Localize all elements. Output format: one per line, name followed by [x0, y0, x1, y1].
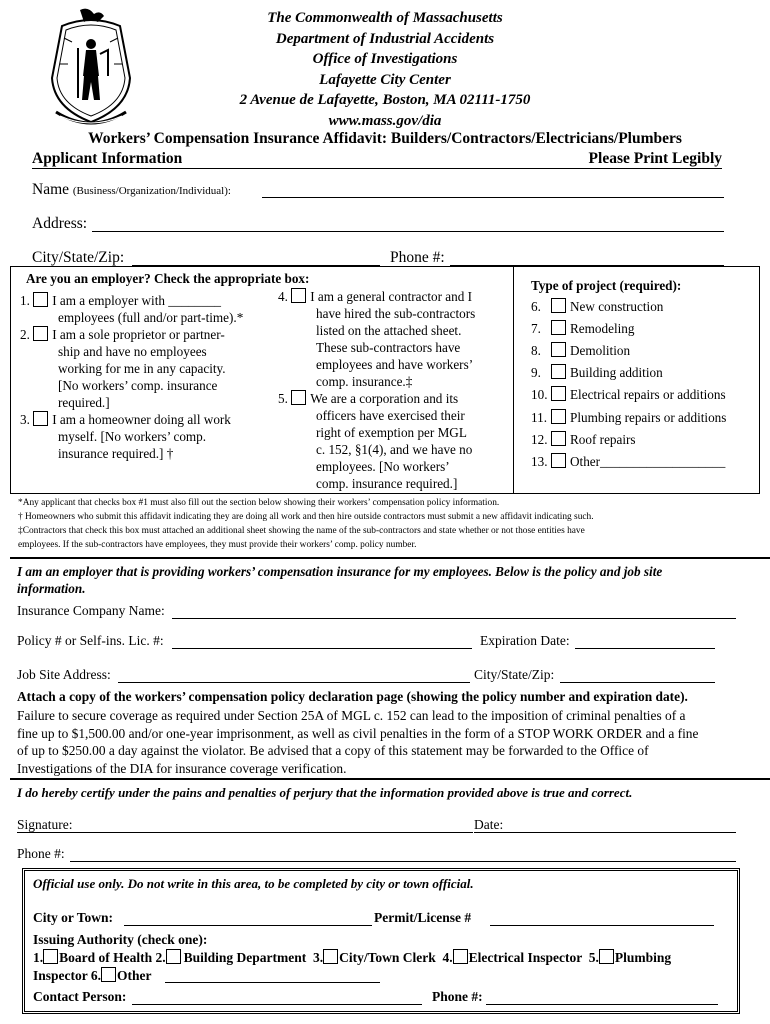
- option-5-line3: right of exemption per MGL: [316, 425, 467, 440]
- expiration-date-input[interactable]: [575, 634, 715, 649]
- project-item-12: 12. Roof repairs: [531, 432, 636, 447]
- jobsite-city-input[interactable]: [560, 668, 715, 683]
- jobsite-city-label: City/State/Zip:: [474, 667, 555, 682]
- policy-number-input[interactable]: [172, 634, 472, 649]
- board-of-health-checkbox[interactable]: [43, 949, 58, 964]
- date-input[interactable]: [474, 818, 736, 833]
- header-line5: 2 Avenue de Lafayette, Boston, MA 02111-1750: [239, 92, 531, 108]
- option-4-line2: have hired the sub-contractors: [316, 306, 476, 321]
- project-7-checkbox[interactable]: [551, 320, 566, 335]
- footnote-2: † Homeowners who submit this affidavit indicating they are doing all work and then hire outside contractors must submit a new affidavit indicating such.: [18, 512, 594, 522]
- option-2-checkbox[interactable]: [33, 326, 48, 341]
- employer-option-3: [20, 411, 231, 428]
- applicant-section-title: Applicant Information: [32, 150, 183, 167]
- official-city-label: City or Town:: [33, 910, 114, 925]
- option-3-number: 3.: [20, 412, 30, 427]
- insurance-heading: [17, 563, 662, 597]
- building-department-checkbox[interactable]: [166, 949, 181, 964]
- employer-option-5: [278, 390, 458, 407]
- cert-phone-input[interactable]: [70, 847, 736, 862]
- other-authority-checkbox[interactable]: [101, 967, 116, 982]
- option-4-line1: I am a general contractor and I: [310, 289, 473, 304]
- option-1-line2: employees (full and/or part-time).*: [58, 310, 244, 325]
- jobsite-address-input[interactable]: [118, 668, 470, 683]
- city-town-clerk-checkbox[interactable]: [323, 949, 338, 964]
- header-line6: www.mass.gov/dia: [328, 112, 442, 129]
- option-5-line2: officers have exercised their: [316, 408, 465, 423]
- policy-label: Policy # or Self-ins. Lic. #:: [17, 633, 164, 648]
- project-item-8: 8. Demolition: [531, 343, 631, 358]
- contact-person-label: Contact Person:: [33, 989, 127, 1004]
- permit-label: Permit/License #: [374, 910, 472, 925]
- electrical-inspector-checkbox[interactable]: [453, 949, 468, 964]
- section-divider-2: [10, 778, 770, 780]
- footnote-4: employees. If the sub-contractors have employees, they must provide their workers’ comp. policy number.: [18, 540, 417, 550]
- building-department-label: Building Department: [183, 950, 307, 965]
- phone-label: Phone #:: [390, 249, 445, 266]
- project-8-checkbox[interactable]: [551, 342, 566, 357]
- option-4-number: 4.: [278, 289, 288, 304]
- footnote-1: *Any applicant that checks box #1 must also fill out the section below showing their workers’ compensation policy information.: [18, 498, 500, 508]
- attach-note: Attach a copy of the workers’ compensation policy declaration page (showing the policy number and expiration date).: [17, 689, 688, 704]
- option-2-line3: working for me in any capacity.: [58, 361, 226, 376]
- project-item-9: 9. Building addition: [531, 365, 663, 380]
- other-authority-input[interactable]: [165, 968, 380, 983]
- project-13-checkbox[interactable]: [551, 453, 566, 468]
- expiration-label: Expiration Date:: [480, 633, 570, 648]
- option-4-line6: comp. insurance.‡: [316, 374, 413, 389]
- insurance-company-input[interactable]: [172, 604, 736, 619]
- permit-input[interactable]: [490, 911, 714, 926]
- issuing-authority-options: 1. Board of Health 2. Building Department 3. City/Town Clerk 4. Electrical Inspector 5. Plumbing: [33, 950, 672, 965]
- header-line3: Office of Investigations: [312, 51, 458, 67]
- contact-phone-input[interactable]: [486, 990, 718, 1005]
- name-field-label: [32, 181, 231, 199]
- project-12-checkbox[interactable]: [551, 431, 566, 446]
- option-4-line3: listed on the attached sheet.: [316, 323, 462, 338]
- option-5-line6: comp. insurance required.]: [316, 476, 458, 491]
- option-3-checkbox[interactable]: [33, 411, 48, 426]
- insurance-heading-line1: I am an employer that is providing workers’ compensation insurance for my employees. Below is the policy and job site: [17, 564, 663, 579]
- option-3-line1: I am a homeowner doing all work: [52, 412, 231, 427]
- company-label: Insurance Company Name:: [17, 603, 165, 618]
- project-item-11: 11. Plumbing repairs or additions: [531, 410, 727, 425]
- option-1-line1: I am a employer with ________: [52, 293, 222, 308]
- employer-option-1: [20, 292, 221, 309]
- contact-person-input[interactable]: [132, 990, 422, 1005]
- employer-question: Are you an employer? Check the appropriate box:: [26, 271, 310, 286]
- option-5-line5: employees. [No workers’: [316, 459, 450, 474]
- penalty-warning: [17, 707, 698, 777]
- warning-line3: of up to $250.00 a day against the violator. Be advised that a copy of this statement may be forwarded to the Office of: [17, 743, 649, 758]
- header-line2: Department of Industrial Accidents: [275, 30, 495, 47]
- option-1-number: 1.: [20, 293, 30, 308]
- other-authority-label: Other: [117, 968, 152, 983]
- option-2-line1: I am a sole proprietor or partner-: [52, 327, 225, 342]
- name-hint: (Business/Organization/Individual):: [72, 185, 231, 197]
- option-2-line4: [No workers’ comp. insurance: [58, 378, 218, 393]
- jobsite-label: Job Site Address:: [17, 667, 111, 682]
- header-line4: Lafayette City Center: [319, 71, 451, 88]
- option-4-line5: employees and have workers’: [316, 357, 474, 372]
- city-state-zip-label: City/State/Zip:: [32, 249, 125, 266]
- option-2-number: 2.: [20, 327, 30, 342]
- option-5-number: 5.: [278, 391, 288, 406]
- signature-input[interactable]: [17, 818, 473, 833]
- signature-label: Signature:: [17, 817, 73, 832]
- name-input[interactable]: [262, 183, 724, 198]
- project-item-10: 10. Electrical repairs or additions: [531, 387, 726, 402]
- project-10-checkbox[interactable]: [551, 386, 566, 401]
- name-label: Name: [32, 181, 70, 198]
- warning-line4: Investigations of the DIA for insurance coverage verification.: [17, 760, 347, 776]
- option-4-checkbox[interactable]: [291, 288, 306, 303]
- insurance-heading-line2: information.: [17, 581, 86, 596]
- phone-input[interactable]: [450, 251, 724, 266]
- city-town-clerk-label: City/Town Clerk: [339, 950, 436, 965]
- employer-option-2: [20, 326, 225, 343]
- warning-line1: Failure to secure coverage as required under Section 25A of MGL c. 152 can lead to the imposition of criminal penalties of a: [17, 708, 686, 723]
- city-state-zip-input[interactable]: [132, 251, 380, 266]
- project-item-7: 7. Remodeling: [531, 321, 635, 336]
- option-4-line4: These sub-contractors have: [316, 340, 461, 355]
- electrical-inspector-label: Electrical Inspector: [468, 950, 583, 965]
- section-rule: [32, 168, 722, 169]
- print-legibly-note: Please Print Legibly: [588, 150, 722, 167]
- address-input[interactable]: [92, 217, 724, 232]
- option-1-checkbox[interactable]: [33, 292, 48, 307]
- form-title: Workers’ Compensation Insurance Affidavit: Builders/Contractors/Electricians/Plumbers: [88, 130, 682, 147]
- project-item-6: 6. New construction: [531, 299, 664, 314]
- agency-header: [0, 8, 770, 131]
- date-label: Date:: [474, 817, 504, 832]
- official-use-note: Official use only. Do not write in this area, to be completed by city or town official.: [33, 876, 474, 891]
- board-of-health-label: Board of Health: [59, 950, 153, 965]
- project-11-checkbox[interactable]: [551, 409, 566, 424]
- inspector-label: Inspector: [33, 968, 88, 983]
- plumbing-label: Plumbing: [614, 950, 672, 965]
- project-type-title: Type of project (required):: [531, 278, 682, 293]
- footnote-3: ‡Contractors that check this box must attached an additional sheet showing the name of the sub-contractors and state whether or not those entities have: [18, 526, 585, 536]
- option-5-checkbox[interactable]: [291, 390, 306, 405]
- certify-statement: I do hereby certify under the pains and penalties of perjury that the information provided above is true and correct.: [17, 785, 633, 800]
- project-6-checkbox[interactable]: [551, 298, 566, 313]
- project-item-13: 13. Other___________________: [531, 454, 726, 469]
- address-label: Address:: [32, 215, 88, 232]
- project-9-checkbox[interactable]: [551, 364, 566, 379]
- cert-phone-label: Phone #:: [17, 846, 65, 861]
- contact-phone-label: Phone #:: [432, 989, 483, 1004]
- section-divider: [10, 557, 770, 559]
- option-5-line1: We are a corporation and its: [310, 391, 459, 406]
- option-5-line4: c. 152, §1(4), and we have no: [316, 442, 473, 457]
- option-3-line3: insurance required.] †: [58, 446, 174, 461]
- warning-line2: fine up to $1,500.00 and/or one-year imprisonment, as well as civil penalties in the form of a STOP WORK ORDER and a fine: [17, 725, 699, 741]
- issuing-authority-options-2: Inspector 6. Other: [33, 968, 152, 983]
- official-city-input[interactable]: [124, 911, 372, 926]
- option-2-line2: ship and have no employees: [58, 344, 207, 359]
- issuing-authority-label: Issuing Authority (check one):: [33, 932, 208, 947]
- plumbing-inspector-checkbox[interactable]: [599, 949, 614, 964]
- employer-option-4: [278, 288, 472, 305]
- header-line1: The Commonwealth of Massachusetts: [267, 10, 503, 26]
- option-2-line5: required.]: [58, 395, 110, 410]
- option-3-line2: myself. [No workers’ comp.: [58, 429, 207, 444]
